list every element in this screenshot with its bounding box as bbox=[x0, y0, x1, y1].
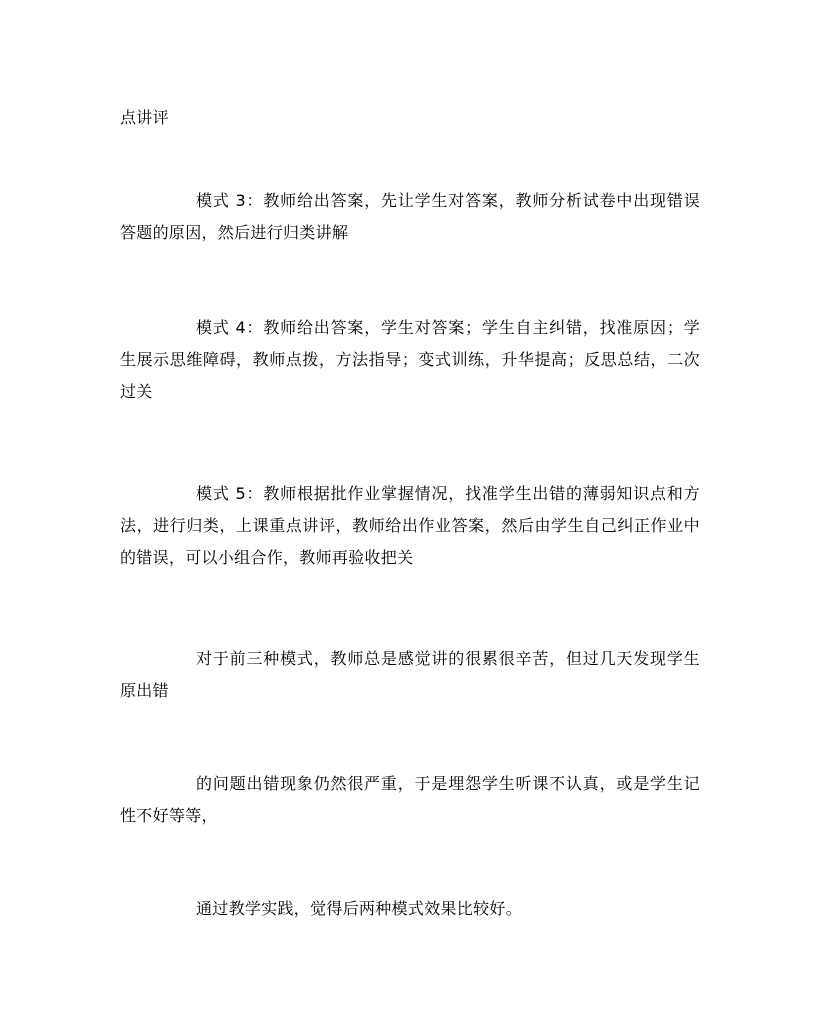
paragraph-conclusion: 通过教学实践，觉得后两种模式效果比较好。 bbox=[196, 899, 523, 918]
paragraph-mode-5: 模式 5：教师根据批作业掌握情况，找准学生出错的薄弱知识点和方法，进行归类，上课重点讲评，教师给出作业答案，然后由学生自己纠正作业中的错误，可以小组合作，教师再验收把关 bbox=[120, 484, 700, 567]
paragraph-continuation: 点讲评 bbox=[120, 108, 169, 127]
paragraph-mode-3: 模式 3：教师给出答案，先让学生对答案，教师分析试卷中出现错误答题的原因，然后进行归类讲解 bbox=[120, 191, 700, 242]
paragraph-problem-continuation: 的问题出错现象仍然很严重，于是埋怨学生听课不认真，或是学生记性不好等等， bbox=[120, 774, 700, 825]
paragraph-mode-4: 模式 4：教师给出答案，学生对答案；学生自主纠错，找准原因；学生展示思维障碍，教师点拨，方法指导；变式训练，升华提高；反思总结，二次过关 bbox=[120, 318, 700, 401]
paragraph-first-three-modes: 对于前三种模式，教师总是感觉讲的很累很辛苦，但过几天发现学生原出错 bbox=[120, 649, 700, 700]
